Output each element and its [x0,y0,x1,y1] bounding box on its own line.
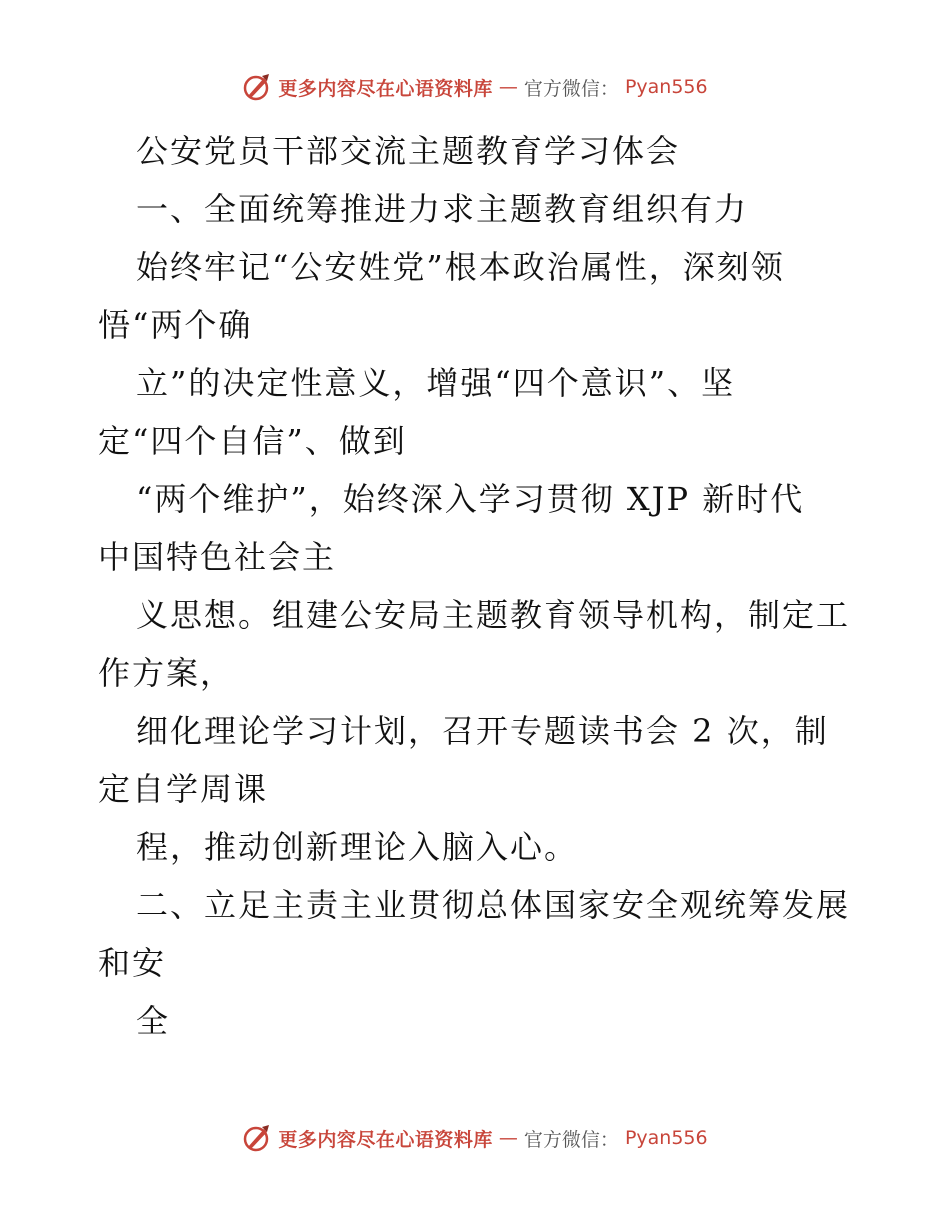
watermark-site-text: 更多内容尽在心语资料库 [278,77,493,100]
document-line: 程，推动创新理论入脑入心。 [136,828,579,866]
document-line: 全 [136,1002,171,1040]
document-line: 一、全面统筹推进力求主题教育组织有力 [136,190,749,228]
document-body [98,122,858,1050]
watermark-wechat-id: Pyan556 [624,1127,708,1149]
document-line: 悟“两个确 [98,306,253,344]
document-line: 始终牢记“公安姓党”根本政治属性，深刻领 [136,248,785,286]
document-line: 中国特色社会主 [98,538,337,576]
header-watermark [0,72,950,102]
quill-pen-circle-icon [242,72,272,102]
document-line: 立”的决定性意义，增强“四个意识”、坚 [136,364,736,402]
document-line: 二、立足主责主业贯彻总体国家安全观统筹发展 [136,886,851,924]
watermark-dash: — [498,1127,518,1149]
watermark-official-label: 官方微信： [523,1128,619,1151]
quill-pen-circle-icon [242,1123,272,1153]
watermark-official-label: 官方微信： [523,77,619,100]
document-line: 和安 [98,944,167,982]
document-line: 作方案， [98,654,235,692]
document-line: 义思想。组建公安局主题教育领导机构，制定工 [136,596,851,634]
document-line: 定自学周课 [98,770,269,808]
document-line: 定“四个自信”、做到 [98,422,407,460]
document-line: 细化理论学习计划，召开专题读书会 2 次，制 [136,712,829,750]
watermark-site-text: 更多内容尽在心语资料库 [278,1128,493,1151]
watermark-dash: — [498,76,518,98]
footer-watermark [0,1123,950,1153]
document-line: “两个维护”，始终深入学习贯彻 XJP 新时代 [136,480,805,518]
watermark-wechat-id: Pyan556 [624,76,708,98]
document-line: 公安党员干部交流主题教育学习体会 [136,132,681,170]
